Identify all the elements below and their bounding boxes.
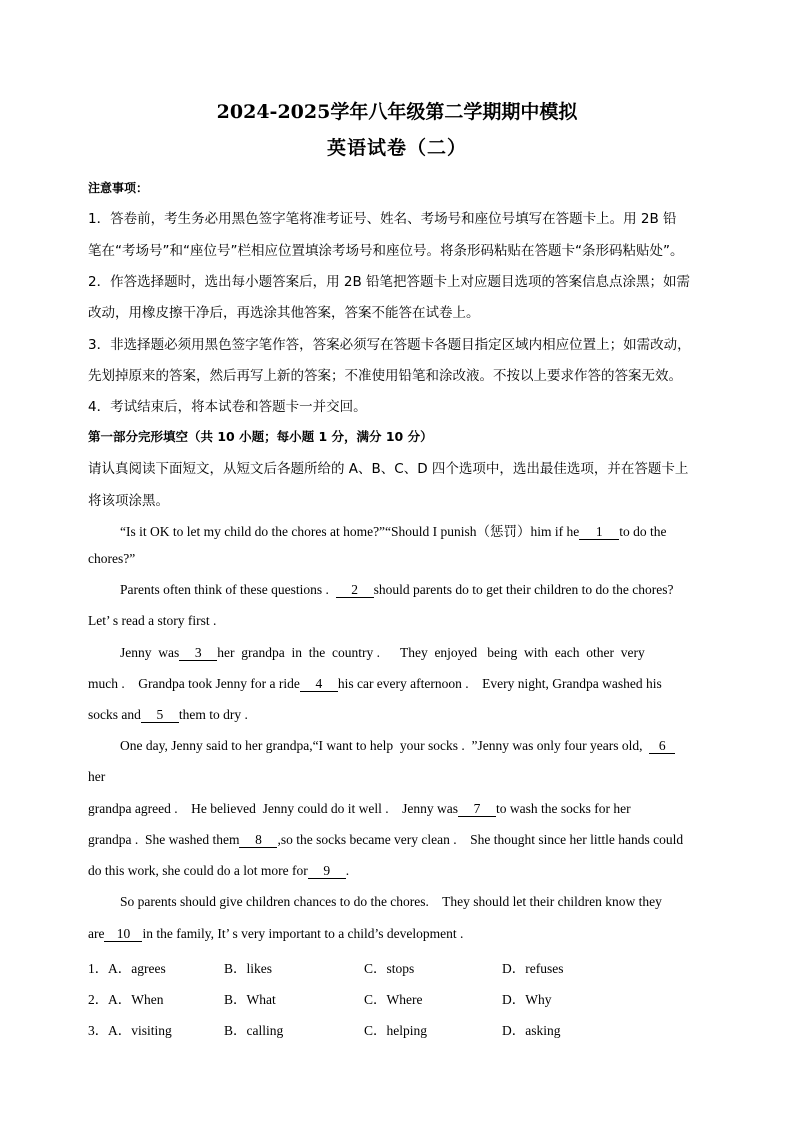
option-a[interactable]: A．agrees xyxy=(108,961,166,976)
notice-2a: 2．作答选择题时，选出每小题答案后，用 2B 铅笔把答题卡上对应题目选项的答案信息点涂黑；如需 xyxy=(88,274,691,290)
passage-text: should parents do to get their children to do the chores? xyxy=(373,582,674,597)
passage-text: her grandpa in the country . They enjoyed being with each other very xyxy=(217,645,645,660)
option-row xyxy=(88,1019,708,1037)
option-c[interactable]: C．stops xyxy=(364,961,415,976)
passage-line xyxy=(88,832,683,848)
passage-text: to wash the socks for her xyxy=(496,801,631,816)
question-number: 1． xyxy=(88,961,109,976)
notice-heading: 注意事项： xyxy=(88,181,149,195)
passage-text: to do the xyxy=(619,524,667,539)
passage-line xyxy=(88,707,248,723)
passage-line xyxy=(120,582,674,598)
passage-line xyxy=(120,645,645,661)
passage-text: in the family, It’ s very important to a child’s development . xyxy=(142,926,464,941)
passage-text: One day, Jenny said to her grandpa,“I want to help your socks . ”Jenny was only four years old, xyxy=(120,738,643,753)
option-d[interactable]: D．refuses xyxy=(502,961,564,976)
notice-3a: 3．非选择题必须用黑色签字笔作答，答案必须写在答题卡各题目指定区域内相应位置上；如需改动， xyxy=(88,337,691,353)
passage-line: her xyxy=(88,769,106,784)
blank-5[interactable]: 5 xyxy=(141,708,179,723)
question-number: 2． xyxy=(88,992,109,1007)
page-title: 2024-2025学年八年级第二学期期中模拟 xyxy=(216,101,578,123)
passage-text: socks and xyxy=(88,707,141,722)
passage-text: “Is it OK to let my child do the chores at home?”“Should I punish（惩罚）him if he xyxy=(120,524,580,539)
passage-text: . xyxy=(345,863,350,878)
passage-line xyxy=(120,520,667,540)
blank-2[interactable]: 2 xyxy=(336,583,374,598)
passage-text: do this work, she could do a lot more for xyxy=(88,863,308,878)
blank-10[interactable]: 10 xyxy=(104,927,142,942)
option-c[interactable]: C．Where xyxy=(364,992,423,1007)
instructions-b: 将该项涂黑。 xyxy=(88,493,169,509)
option-a[interactable]: A．When xyxy=(108,992,164,1007)
passage-line: Let’ s read a story first . xyxy=(88,613,217,628)
option-c[interactable]: C．helping xyxy=(364,1023,427,1038)
option-b[interactable]: B．likes xyxy=(224,961,273,976)
blank-6[interactable]: 6 xyxy=(649,739,675,754)
option-row xyxy=(88,988,708,1006)
blank-3[interactable]: 3 xyxy=(179,646,217,661)
option-d[interactable]: D．asking xyxy=(502,1023,561,1038)
passage-text: his car every afternoon . Every night, Grandpa washed his xyxy=(337,676,662,691)
passage-text: are xyxy=(88,926,105,941)
instructions-a: 请认真阅读下面短文，从短文后各题所给的 A、B、C、D 四个选项中，选出最佳选项，并在答题卡上 xyxy=(88,461,689,477)
blank-9[interactable]: 9 xyxy=(308,864,346,879)
passage-line xyxy=(88,801,631,817)
page-subtitle: 英语试卷（二） xyxy=(326,137,467,159)
notice-1a: 1．答卷前，考生务必用黑色签字笔将准考证号、姓名、考场号和座位号填写在答题卡上。用 2B 铅 xyxy=(88,211,677,227)
blank-4[interactable]: 4 xyxy=(300,677,338,692)
notice-4: 4．考试结束后，将本试卷和答题卡一并交回。 xyxy=(88,399,367,415)
notice-2b: 改动，用橡皮擦干净后，再选涂其他答案，答案不能答在试卷上。 xyxy=(88,305,480,321)
question-number: 3． xyxy=(88,1023,109,1038)
passage-text: Jenny was xyxy=(120,645,180,660)
passage-text: much . Grandpa took Jenny for a ride xyxy=(88,676,300,691)
option-b[interactable]: B．calling xyxy=(224,1023,284,1038)
notice-1b: 笔在“考场号”和“座位号”栏相应位置填涂考场号和座位号。将条形码粘贴在答题卡“条形码粘贴处”。 xyxy=(88,243,684,259)
notice-3b: 先划掉原来的答案，然后再写上新的答案；不准使用铅笔和涂改液。不按以上要求作答的答案无效。 xyxy=(88,368,682,384)
passage-line: So parents should give children chances to do the chores. They should let their children know they xyxy=(120,894,662,909)
section-title: 第一部分完形填空（共 10 小题；每小题 1 分，满分 10 分） xyxy=(88,429,433,444)
option-a[interactable]: A．visiting xyxy=(108,1023,172,1038)
passage-text: them to dry . xyxy=(178,707,248,722)
passage-line xyxy=(88,926,463,942)
passage-text: ,so the socks became very clean . She thought since her little hands could xyxy=(277,832,684,847)
passage-text: Parents often think of these questions . xyxy=(120,582,329,597)
passage-line xyxy=(120,738,675,754)
option-d[interactable]: D．Why xyxy=(502,992,552,1007)
passage-line xyxy=(88,863,349,879)
passage-line xyxy=(88,676,662,692)
passage-text: grandpa agreed . He believed Jenny could do it well . Jenny was xyxy=(88,801,459,816)
option-b[interactable]: B．What xyxy=(224,992,276,1007)
blank-7[interactable]: 7 xyxy=(458,802,496,817)
option-row xyxy=(88,957,708,975)
passage-text: grandpa . She washed them xyxy=(88,832,240,847)
passage-line: chores?” xyxy=(88,551,136,566)
blank-8[interactable]: 8 xyxy=(239,833,277,848)
blank-1[interactable]: 1 xyxy=(579,525,619,540)
